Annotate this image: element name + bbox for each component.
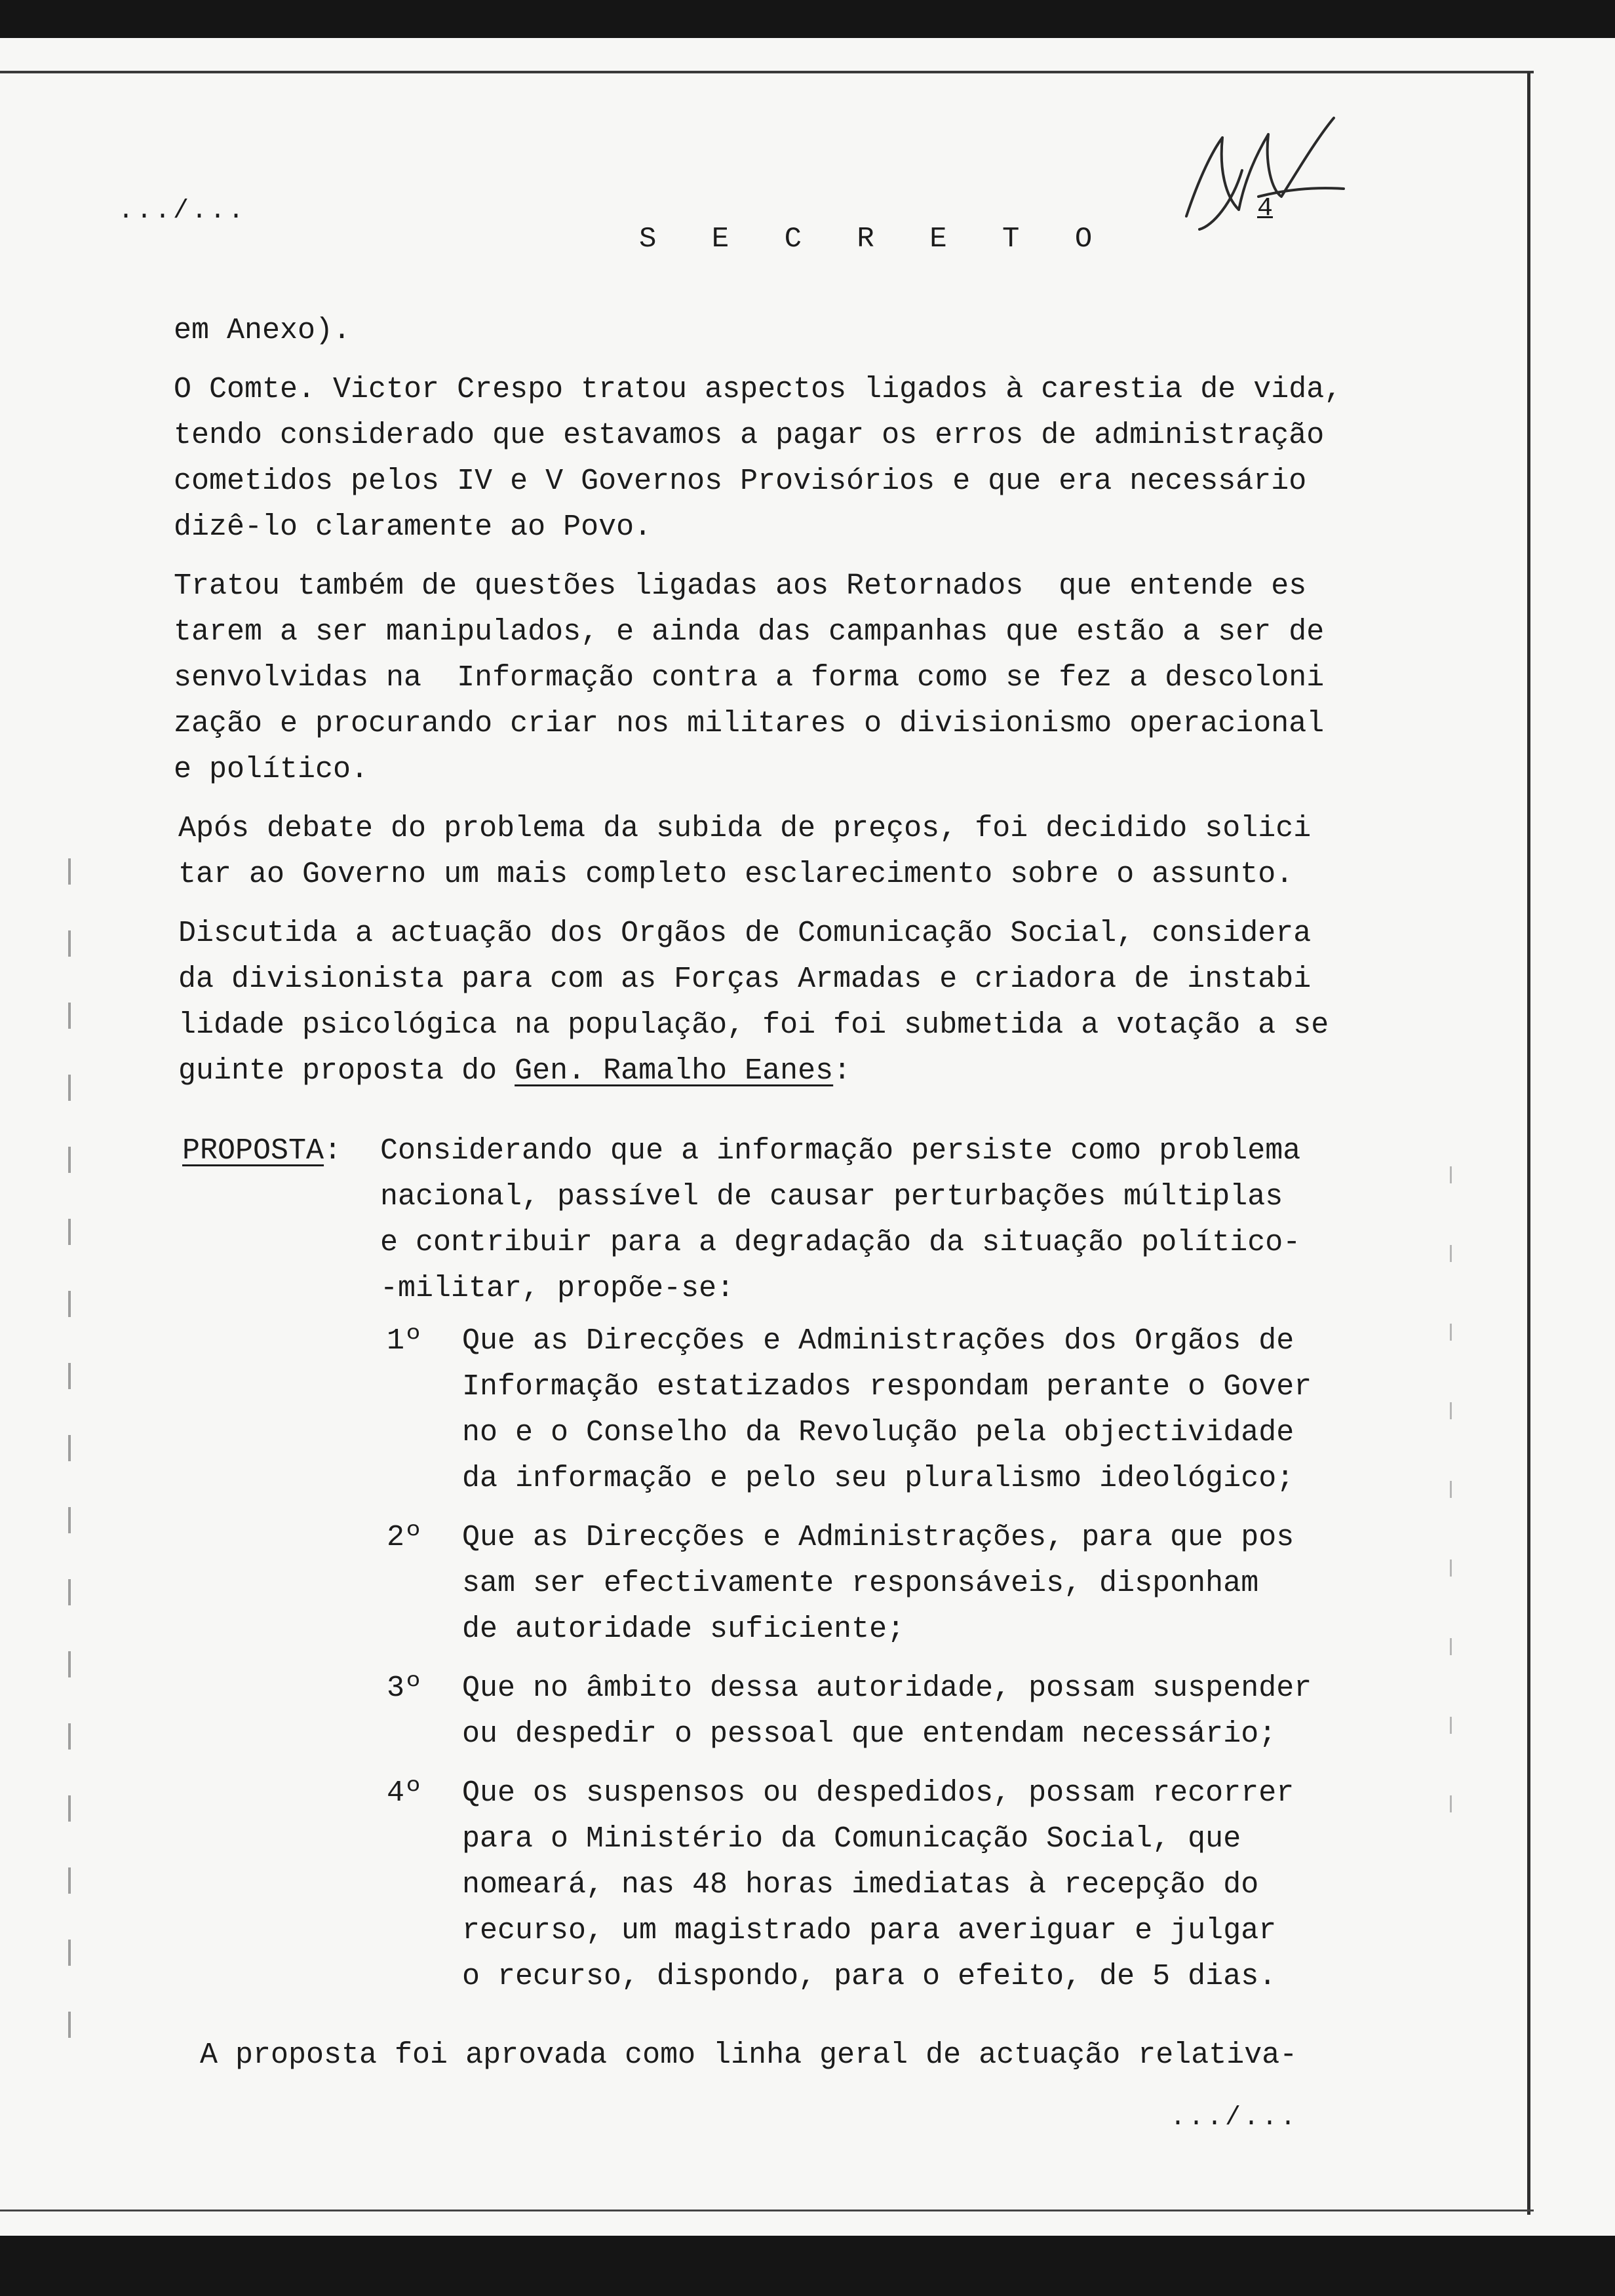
text-line: Que no âmbito dessa autoridade, possam suspender	[462, 1672, 1312, 1705]
text-line: nacional, passível de causar perturbações múltiplas	[380, 1180, 1283, 1214]
proposta-label-text: PROPOSTA	[182, 1134, 324, 1168]
text-line: Que os suspensos ou despedidos, possam recorrer	[462, 1776, 1294, 1810]
paragraph-precos	[178, 806, 1311, 898]
text-line-final	[178, 1048, 1329, 1094]
text-line: no e o Conselho da Revolução pela objectividade	[462, 1416, 1294, 1449]
text-line: Após debate do problema da subida de preços, foi decidido solici	[178, 812, 1312, 845]
text-fragment: guinte proposta do	[178, 1054, 515, 1088]
text-line: Que as Direcções e Administrações dos Orgãos de	[462, 1324, 1294, 1358]
underlined-name: Gen. Ramalho Eanes	[515, 1054, 834, 1088]
text-line: da divisionista para com as Forças Armadas e criadora de instabi	[178, 963, 1312, 996]
text-line: tendo considerado que estavamos a pagar os erros de administração	[174, 419, 1325, 452]
text-line: -militar, propõe-se:	[380, 1272, 735, 1305]
continuation-mark-top: .../...	[118, 197, 247, 226]
item-number: 3º	[387, 1672, 423, 1705]
paragraph-annex	[174, 308, 351, 354]
text-line: zação e procurando criar nos militares o divisionismo operacional	[174, 707, 1325, 740]
proposta-intro	[380, 1128, 1300, 1312]
item-text	[462, 1515, 1294, 1653]
paragraph-victor-crespo	[174, 367, 1342, 550]
text-line: o recurso, dispondo, para o efeito, de 5 dias.	[462, 1960, 1277, 1993]
text-line: nomeará, nas 48 horas imediatas à recepção do	[462, 1868, 1259, 1902]
closing-paragraph	[200, 2033, 1297, 2078]
text-line: tar ao Governo um mais completo esclarecimento sobre o assunto.	[178, 858, 1294, 891]
text-line: em Anexo).	[174, 314, 351, 347]
paragraph-retornados	[174, 564, 1324, 793]
scan-right-rule	[1527, 72, 1530, 2215]
proposta-label	[182, 1128, 341, 1174]
classification-heading: S E C R E T O	[639, 223, 1112, 256]
continuation-mark-bottom: .../...	[1170, 2103, 1299, 2133]
text-line: Discutida a actuação dos Orgãos de Comunicação Social, considera	[178, 917, 1312, 950]
text-line: tarem a ser manipulados, e ainda das campanhas que estão a ser de	[174, 615, 1325, 649]
text-line: e contribuir para a degradação da situação político-	[380, 1226, 1301, 1259]
text-line: da informação e pelo seu pluralismo ideológico;	[462, 1462, 1294, 1495]
item-number: 1º	[387, 1324, 423, 1358]
page-number: 4	[1257, 194, 1274, 223]
text-line: Considerando que a informação persiste como problema	[380, 1134, 1301, 1168]
scan-right-marks	[1450, 1166, 1452, 1822]
text-line: Que as Direcções e Administrações, para que pos	[462, 1521, 1294, 1554]
scan-top-border	[0, 0, 1615, 38]
text-fragment: :	[833, 1054, 851, 1088]
paragraph-comunicacao-social	[178, 911, 1329, 1094]
item-text	[462, 1666, 1312, 1757]
item-number: 4º	[387, 1776, 423, 1810]
text-line: e político.	[174, 753, 369, 786]
text-line: Tratou também de questões ligadas aos Retornados que entende es	[174, 569, 1307, 603]
text-line: de autoridade suficiente;	[462, 1613, 905, 1646]
text-line: A proposta foi aprovada como linha geral de actuação relativa-	[200, 2038, 1298, 2072]
text-line: ou despedir o pessoal que entendam necessário;	[462, 1717, 1277, 1751]
text-line: cometidos pelos IV e V Governos Provisórios e que era necessário	[174, 465, 1307, 498]
text-line: Informação estatizados respondam perante o Gover	[462, 1370, 1312, 1404]
item-number: 2º	[387, 1521, 423, 1554]
scan-bottom-border	[0, 2236, 1615, 2296]
proposta-label-line	[182, 1128, 341, 1174]
text-line: lidade psicológica na população, foi foi submetida a votação a se	[178, 1008, 1329, 1042]
text-line: sam ser efectivamente responsáveis, disponham	[462, 1567, 1259, 1600]
scan-top-rule	[0, 71, 1534, 73]
scan-bottom-rule	[0, 2210, 1534, 2211]
text-line: senvolvidas na Informação contra a forma como se fez a descoloni	[174, 661, 1325, 695]
text-line: dizê-lo claramente ao Povo.	[174, 510, 652, 544]
text-line: O Comte. Victor Crespo tratou aspectos ligados à carestia de vida,	[174, 373, 1342, 406]
proposta-label-suffix: :	[324, 1134, 342, 1168]
text-line: para o Ministério da Comunicação Social, que	[462, 1822, 1241, 1856]
text-line: recurso, um magistrado para averiguar e julgar	[462, 1914, 1277, 1947]
item-text	[462, 1318, 1312, 1502]
scan-left-marks	[68, 858, 71, 2038]
item-text	[462, 1770, 1294, 2000]
